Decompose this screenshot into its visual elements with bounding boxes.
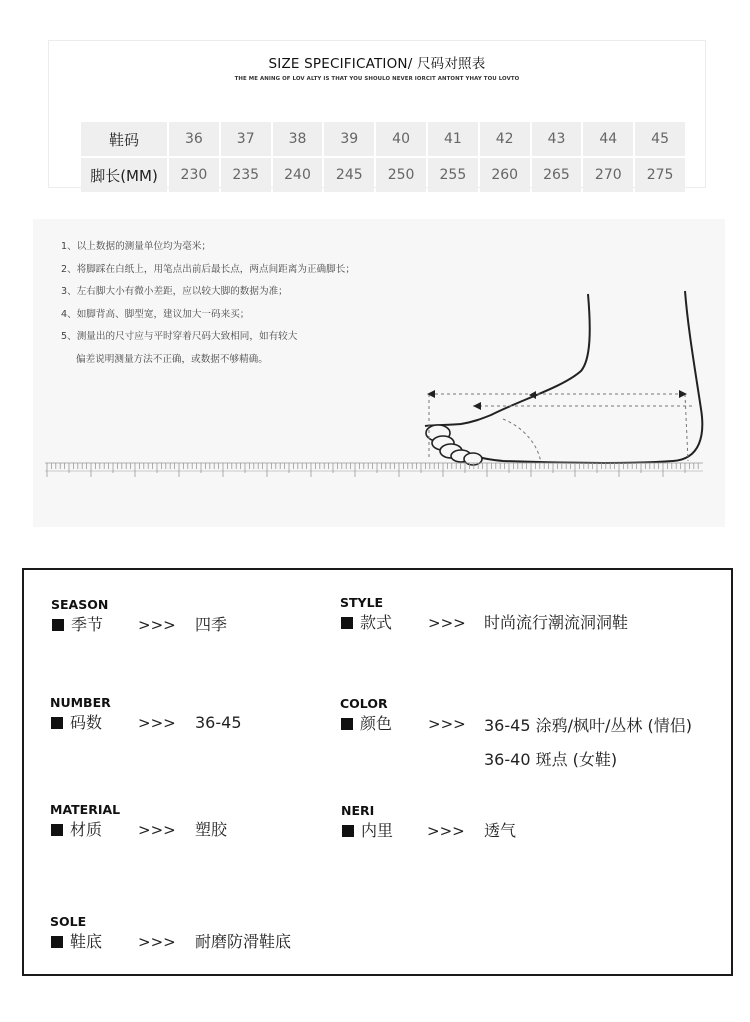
size-chart <box>48 40 706 188</box>
bullet-square-icon <box>51 936 63 948</box>
note-item: 4、如脚背高、脚型宽，建议加大一码来买； <box>61 308 250 320</box>
foot-length-cell: 230 <box>169 158 219 192</box>
arrow-indicator: >>> <box>138 714 176 732</box>
spec-material <box>50 801 228 841</box>
foot-measurement-illustration <box>33 219 725 527</box>
foot-length-row-label: 脚长(MM) <box>81 158 167 192</box>
spec-sole-label: 鞋底 <box>70 932 103 951</box>
spec-number-label: 码数 <box>70 713 103 732</box>
size-cell: 42 <box>480 122 530 158</box>
spec-number-heading: NUMBER <box>50 695 111 710</box>
spec-season-value: 四季 <box>195 615 228 634</box>
spec-style <box>340 594 629 634</box>
spec-material-heading: MATERIAL <box>50 802 121 817</box>
size-cell: 44 <box>583 122 633 158</box>
foot-length-cell: 265 <box>532 158 582 192</box>
spec-style-label: 款式 <box>360 613 393 632</box>
arrow-indicator: >>> <box>138 933 176 951</box>
arrow-indicator: >>> <box>427 822 465 840</box>
size-cell: 38 <box>273 122 323 158</box>
spec-neri-heading: NERI <box>341 803 375 818</box>
chart-title: SIZE SPECIFICATION/ 尺码对照表 <box>268 56 486 72</box>
arrow-indicator: >>> <box>138 616 176 634</box>
spec-sole-value: 耐磨防滑鞋底 <box>195 932 292 951</box>
foot-length-cell: 270 <box>583 158 633 192</box>
spec-season-label: 季节 <box>71 615 104 634</box>
bullet-square-icon <box>51 824 63 836</box>
foot-outline <box>425 291 702 463</box>
spec-color <box>340 695 692 769</box>
size-cell: 37 <box>221 122 271 158</box>
bullet-square-icon <box>51 717 63 729</box>
spec-number <box>50 694 242 734</box>
foot-length-row <box>81 158 685 192</box>
spec-number-value: 36-45 <box>195 713 242 732</box>
spec-color-label: 颜色 <box>360 714 393 733</box>
measure-arrows <box>427 390 687 410</box>
measuring-panel <box>33 219 725 527</box>
spec-color-value-line2: 36-40 斑点 (女鞋) <box>484 750 618 769</box>
spec-color-value-line1: 36-45 涂鸦/枫叶/丛林 (情侣) <box>484 716 692 735</box>
bullet-square-icon <box>342 825 354 837</box>
foot-length-cell: 255 <box>428 158 478 192</box>
foot-length-cell: 240 <box>273 158 323 192</box>
ruler <box>45 463 703 477</box>
note-item: 2、将脚踩在白纸上，用笔点出前后最长点，两点间距离为正确脚长； <box>61 263 355 275</box>
size-cell: 36 <box>169 122 219 158</box>
product-spec-box <box>22 568 733 976</box>
bullet-square-icon <box>341 617 353 629</box>
size-cell: 40 <box>376 122 426 158</box>
spec-style-heading: STYLE <box>340 595 384 610</box>
size-cell: 43 <box>532 122 582 158</box>
foot-length-cell: 235 <box>221 158 271 192</box>
size-row <box>81 122 685 158</box>
spec-material-value: 塑胶 <box>195 820 228 839</box>
size-cell: 41 <box>428 122 478 158</box>
chart-subtitle: THE ME ANING OF LOV ALTY IS THAT YOU SHOULO NEVER IORCIT ANTONT YHAY TOU LOVTO <box>234 76 520 82</box>
foot-length-cell: 275 <box>635 158 685 192</box>
spec-sole-heading: SOLE <box>50 914 87 929</box>
size-row-label: 鞋码 <box>81 122 167 158</box>
spec-neri-value: 透气 <box>484 821 517 840</box>
note-item: 1、以上数据的测量单位均为毫米； <box>61 241 212 252</box>
spec-season-heading: SEASON <box>51 597 109 612</box>
spec-neri-label: 内里 <box>361 821 394 840</box>
toes-icon <box>426 425 482 465</box>
bullet-square-icon <box>52 619 64 631</box>
note-item: 5、测量出的尺寸应与平时穿着尺码大致相同，如有较大 <box>61 331 298 342</box>
size-table <box>79 122 687 192</box>
arrow-indicator: >>> <box>428 614 466 632</box>
spec-material-label: 材质 <box>70 820 103 839</box>
note-item: 偏差说明测量方法不正确，或数据不够精确。 <box>76 353 268 365</box>
size-cell: 45 <box>635 122 685 158</box>
spec-style-value: 时尚流行潮流洞洞鞋 <box>484 613 629 632</box>
foot-length-cell: 245 <box>324 158 374 192</box>
note-item: 3、左右脚大小有微小差距，应以较大脚的数据为准； <box>61 286 288 297</box>
foot-length-cell: 250 <box>376 158 426 192</box>
bullet-square-icon <box>341 718 353 730</box>
spec-season <box>51 596 228 636</box>
arrow-indicator: >>> <box>138 821 176 839</box>
spec-neri <box>341 802 517 842</box>
arrow-indicator: >>> <box>428 715 466 733</box>
spec-sole <box>50 913 292 953</box>
spec-color-heading: COLOR <box>340 696 388 711</box>
foot-length-cell: 260 <box>480 158 530 192</box>
size-cell: 39 <box>324 122 374 158</box>
